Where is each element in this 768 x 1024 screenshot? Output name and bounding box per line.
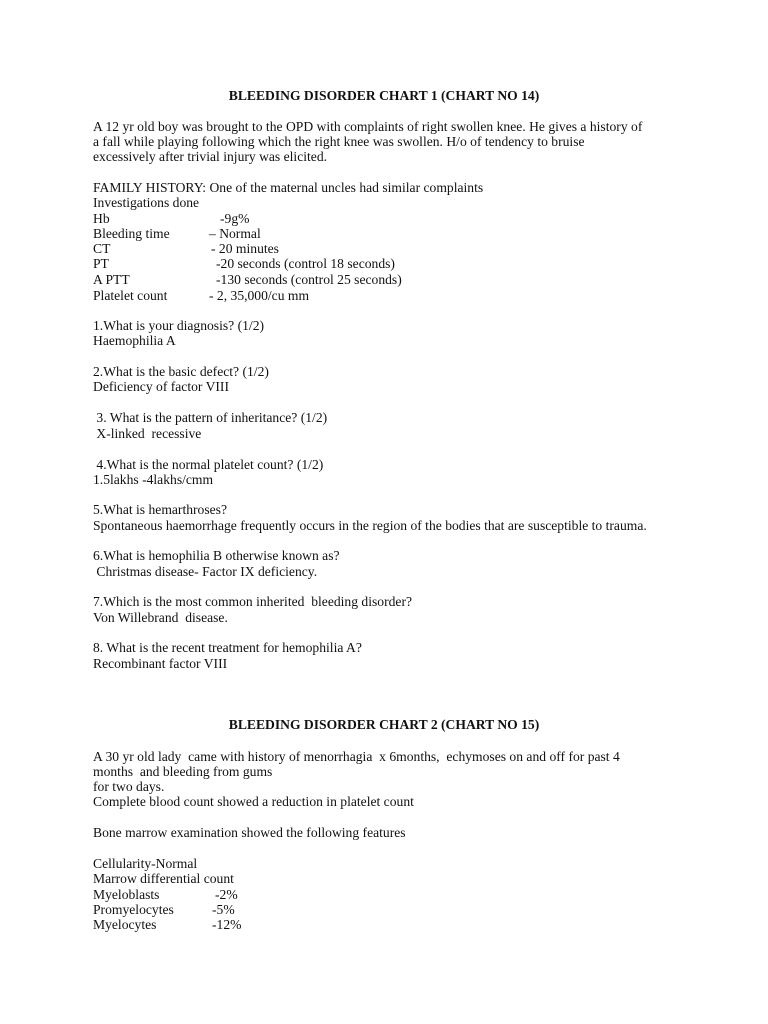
investigation-label-hb: Hb (93, 211, 110, 226)
chart2-case-line: months and bleeding from gums (93, 764, 273, 779)
differential-label-promyelocytes: Promyelocytes (93, 902, 174, 917)
differential-value-promyelocytes: -5% (212, 902, 235, 917)
answer-8: Recombinant factor VIII (93, 656, 228, 671)
differential-label-myeloblasts: Myeloblasts (93, 887, 160, 902)
question-1: 1.What is your diagnosis? (1/2) (93, 318, 265, 333)
chart2-case-line: A 30 yr old lady came with history of menorrhagia x 6months, echymoses on and off for past 4 (93, 749, 620, 764)
answer-4: 1.5lakhs -4lakhs/cmm (93, 472, 214, 487)
investigation-value-aptt: -130 seconds (control 25 seconds) (216, 272, 402, 287)
chart2-differential-heading: Marrow differential count (93, 871, 234, 886)
investigation-label-platelet-count: Platelet count (93, 288, 168, 303)
chart1-title: BLEEDING DISORDER CHART 1 (CHART NO 14) (228, 88, 540, 103)
answer-2: Deficiency of factor VIII (93, 379, 229, 394)
investigation-value-pt: -20 seconds (control 18 seconds) (216, 256, 395, 271)
chart2-case-line: Complete blood count showed a reduction in platelet count (93, 794, 414, 809)
investigation-value-bleeding-time: – Normal (209, 226, 261, 241)
investigation-label-pt: PT (93, 256, 109, 271)
investigation-value-ct: - 20 minutes (211, 241, 279, 256)
investigation-value-hb: -9g% (220, 211, 250, 226)
chart2-cellularity: Cellularity-Normal (93, 856, 198, 871)
investigation-label-aptt: A PTT (93, 272, 130, 287)
investigation-value-platelet-count: - 2, 35,000/cu mm (209, 288, 310, 303)
differential-value-myelocytes: -12% (212, 917, 242, 932)
answer-6: Christmas disease- Factor IX deficiency. (93, 564, 318, 579)
chart1-investigations-heading: Investigations done (93, 195, 200, 210)
chart1-case-line: a fall while playing following which the right knee was swollen. H/o of tendency to bruise (93, 134, 585, 149)
chart2-case-line: for two days. (93, 779, 165, 794)
question-6: 6.What is hemophilia B otherwise known as? (93, 548, 340, 563)
investigation-label-ct: CT (93, 241, 111, 256)
question-8: 8. What is the recent treatment for hemophilia A? (93, 640, 362, 655)
answer-7: Von Willebrand disease. (93, 610, 228, 625)
question-5: 5.What is hemarthroses? (93, 502, 228, 517)
chart2-marrow-intro: Bone marrow examination showed the following features (93, 825, 406, 840)
question-2: 2.What is the basic defect? (1/2) (93, 364, 269, 379)
question-4: 4.What is the normal platelet count? (1/2) (93, 457, 324, 472)
answer-5: Spontaneous haemorrhage frequently occurs in the region of the bodies that are susceptible to trauma. (93, 518, 647, 533)
chart1-case-line: excessively after trivial injury was elicited. (93, 149, 328, 164)
question-3: 3. What is the pattern of inheritance? (1/2) (93, 410, 328, 425)
differential-label-myelocytes: Myelocytes (93, 917, 157, 932)
chart1-case-line: A 12 yr old boy was brought to the OPD with complaints of right swollen knee. He gives a history of (93, 119, 643, 134)
investigation-label-bleeding-time: Bleeding time (93, 226, 170, 241)
differential-value-myeloblasts: -2% (215, 887, 238, 902)
answer-3: X-linked recessive (93, 426, 202, 441)
chart1-family-history: FAMILY HISTORY: One of the maternal uncles had similar complaints (93, 180, 484, 195)
answer-1: Haemophilia A (93, 333, 176, 348)
question-7: 7.Which is the most common inherited bleeding disorder? (93, 594, 413, 609)
chart2-title: BLEEDING DISORDER CHART 2 (CHART NO 15) (228, 717, 540, 732)
